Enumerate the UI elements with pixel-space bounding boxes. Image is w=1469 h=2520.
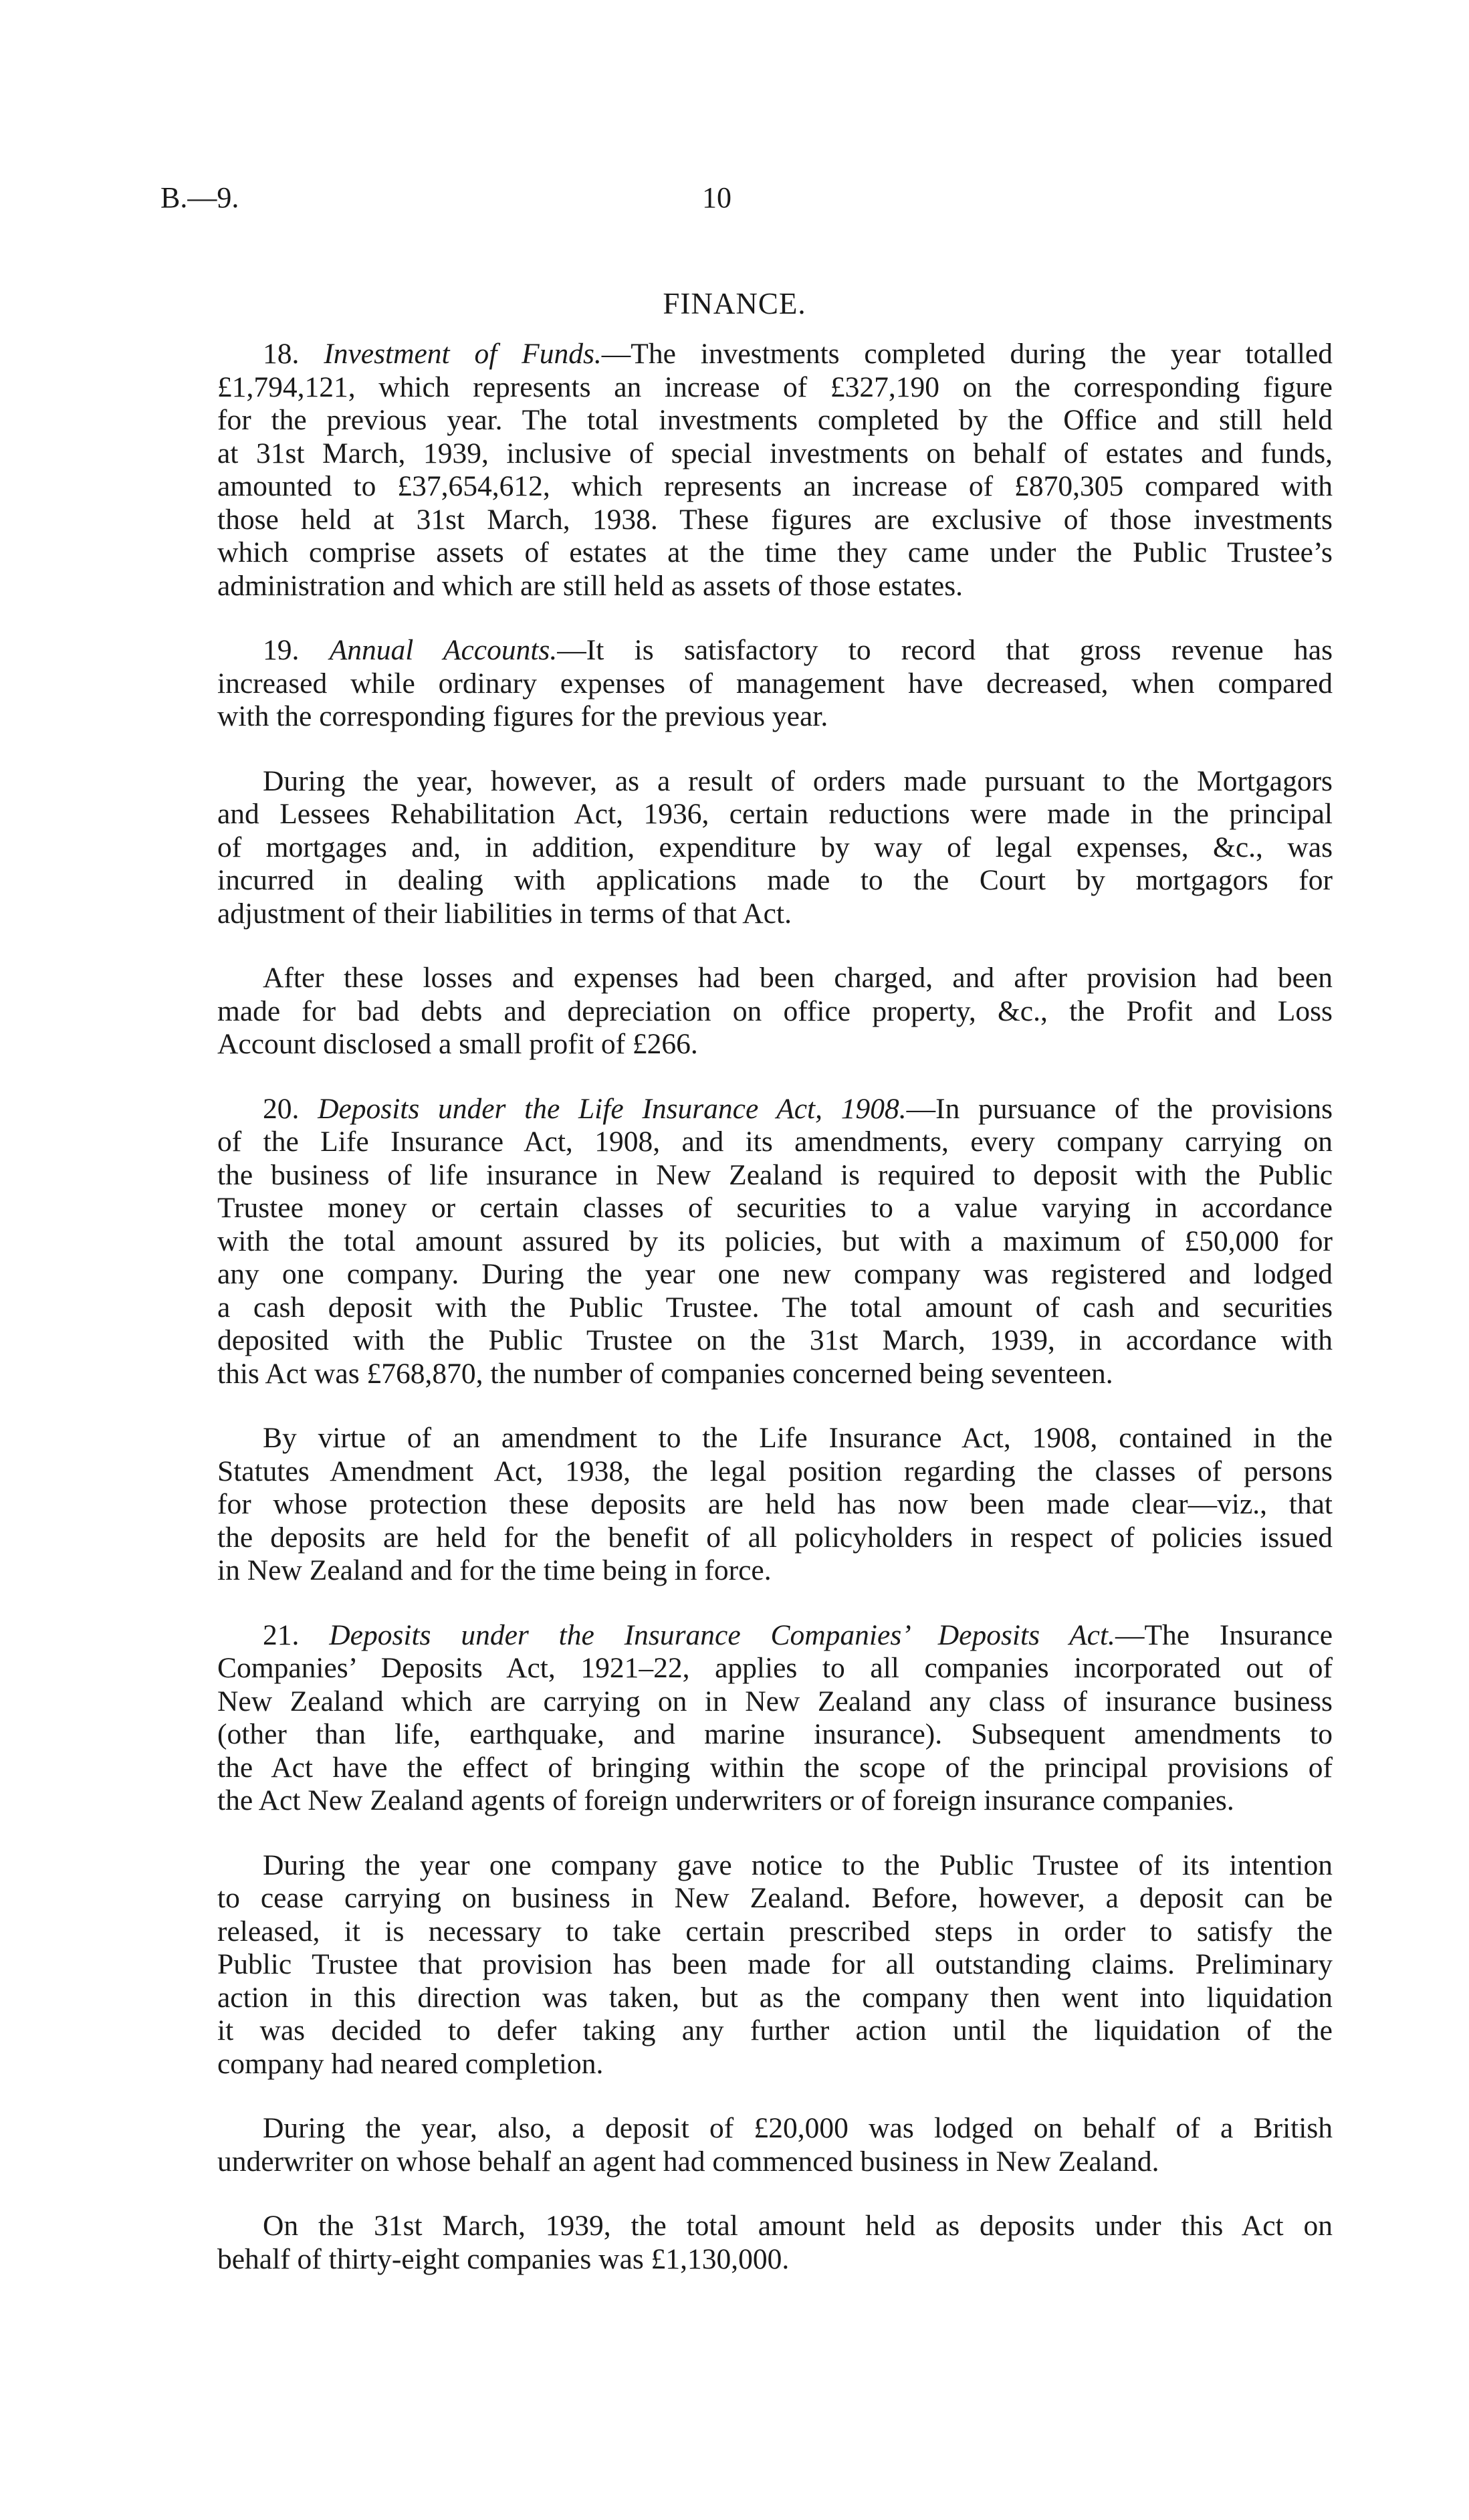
line-text: the deposits are held for the benefit of all policyholders in respect of policies issued: [217, 1521, 1333, 1554]
text-line: [217, 2048, 1333, 2081]
text-line: [217, 898, 1333, 931]
paragraph: [217, 634, 1333, 734]
line-text: amounted to £37,654,612, which represents an increase of £870,305 compared with: [217, 470, 1333, 502]
paragraph: [217, 1093, 1333, 1391]
line-text: behalf of thirty-eight companies was £1,130,000.: [217, 2242, 790, 2275]
text-line: [217, 437, 1333, 471]
line-text: Companies’ Deposits Act, 1921–22, applies to all companies incorporated out of: [217, 1652, 1333, 1684]
line-text: underwriter on whose behalf an agent had commenced business in New Zealand.: [217, 2145, 1159, 2178]
paragraph-number: 21.: [263, 1618, 330, 1651]
text-line: [217, 404, 1333, 437]
line-text: made for bad debts and depreciation on office property, &c., the Profit and Loss: [217, 994, 1333, 1027]
paragraph-heading: Deposits under the Life Insurance Act, 1908.: [318, 1092, 907, 1125]
line-text: a cash deposit with the Public Trustee. The total amount of cash and securities: [217, 1291, 1333, 1324]
body-text: [217, 338, 1333, 2307]
line-text: During the year one company gave notice to the Public Trustee of its intention: [263, 1849, 1333, 1881]
line-text: During the year, also, a deposit of £20,000 was lodged on behalf of a British: [263, 2112, 1333, 2144]
line-text: New Zealand which are carrying on in New Zealand any class of insurance business: [217, 1685, 1333, 1717]
paragraph-number: 18.: [263, 338, 324, 370]
line-text: By virtue of an amendment to the Life Insurance Act, 1908, contained in the: [263, 1422, 1333, 1454]
line-text: action in this direction was taken, but as the company then went into liquidation: [217, 1981, 1333, 2014]
line-text: Statutes Amendment Act, 1938, the legal position regarding the classes of persons: [217, 1455, 1333, 1487]
text-line: [217, 1258, 1333, 1291]
line-text: in New Zealand and for the time being in force.: [217, 1554, 772, 1586]
page-header: [0, 181, 1469, 221]
line-text: On the 31st March, 1939, the total amount held as deposits under this Act on: [263, 2210, 1333, 2242]
line-text: administration and which are still held as assets of those estates.: [217, 569, 964, 602]
text-line: [217, 667, 1333, 701]
line-text: released, it is necessary to take certain prescribed steps in order to satisfy the: [217, 1915, 1333, 1948]
paragraph-number: 19.: [263, 634, 330, 666]
line-text: which comprise assets of estates at the time they came under the Public Trustee’s: [217, 536, 1333, 568]
text-line: [217, 2112, 1333, 2145]
text-line: [217, 1521, 1333, 1555]
line-text: company had neared completion.: [217, 2047, 604, 2080]
line-text: of the Life Insurance Act, 1908, and its amendments, every company carrying on: [217, 1126, 1333, 1158]
text-line: [217, 765, 1333, 799]
text-line: [217, 570, 1333, 603]
line-text: Account disclosed a small profit of £266.: [217, 1028, 698, 1060]
text-line: [217, 1718, 1333, 1752]
text-line: [217, 798, 1333, 831]
text-line: [217, 1554, 1333, 1588]
text-line: [217, 1225, 1333, 1259]
text-line: [217, 536, 1333, 570]
text-line: [217, 1849, 1333, 1883]
text-line: [217, 831, 1333, 865]
paragraph: [217, 2112, 1333, 2178]
line-text: After these losses and expenses had been charged, and after provision had been: [263, 962, 1333, 994]
text-line: [217, 1948, 1333, 1982]
text-line: [217, 338, 1333, 371]
text-line: [217, 2014, 1333, 2048]
paragraph: [217, 765, 1333, 931]
line-text: incurred in dealing with applications made to the Court by mortgagors for: [217, 864, 1333, 896]
text-line: [217, 1652, 1333, 1685]
line-text: (other than life, earthquake, and marine insurance). Subsequent amendments to: [217, 1718, 1333, 1750]
line-text: the Act New Zealand agents of foreign underwriters or of foreign insurance companies.: [217, 1784, 1234, 1816]
text-line: [217, 2145, 1333, 2179]
text-line: [217, 995, 1333, 1029]
text-line: [217, 962, 1333, 995]
paragraph: [217, 1619, 1333, 1818]
line-text: with the corresponding figures for the previous year.: [217, 700, 828, 732]
text-line: [217, 1752, 1333, 1785]
line-text: it was decided to defer taking any further action until the liquidation of the: [217, 2014, 1333, 2046]
line-text: —It is satisfactory to record that gross revenue has: [557, 634, 1333, 666]
line-text: this Act was £768,870, the number of companies concerned being seventeen.: [217, 1357, 1113, 1390]
text-line: [217, 864, 1333, 898]
text-line: [217, 2243, 1333, 2277]
paragraph: [217, 338, 1333, 603]
text-line: [217, 504, 1333, 537]
line-text: any one company. During the year one new company was registered and lodged: [217, 1258, 1333, 1290]
line-text: £1,794,121, which represents an increase of £327,190 on the corresponding figure: [217, 371, 1333, 403]
document-reference: B.—9.: [160, 181, 239, 214]
line-text: adjustment of their liabilities in terms of that Act.: [217, 897, 792, 930]
line-text: increased while ordinary expenses of management have decreased, when compared: [217, 667, 1333, 700]
line-text: deposited with the Public Trustee on the 31st March, 1939, in accordance with: [217, 1324, 1333, 1356]
line-text: for the previous year. The total investments completed by the Office and still held: [217, 404, 1333, 436]
text-line: [217, 1784, 1333, 1818]
text-line: [217, 1291, 1333, 1325]
section-title: FINANCE.: [663, 287, 806, 320]
line-text: —The Insurance: [1115, 1618, 1333, 1651]
page-number: 10: [702, 181, 731, 214]
text-line: [217, 1126, 1333, 1159]
text-line: [217, 1192, 1333, 1225]
line-text: at 31st March, 1939, inclusive of special investments on behalf of estates and funds,: [217, 437, 1333, 469]
line-text: those held at 31st March, 1938. These figures are exclusive of those investments: [217, 503, 1333, 536]
text-line: [217, 1915, 1333, 1949]
line-text: —In pursuance of the provisions: [906, 1092, 1333, 1125]
text-line: [217, 1093, 1333, 1126]
text-line: [217, 1488, 1333, 1521]
paragraph-heading: Annual Accounts.: [329, 634, 558, 666]
text-line: [217, 1982, 1333, 2015]
line-text: the Act have the effect of bringing within the scope of the principal provisions of: [217, 1751, 1333, 1784]
paragraph: [217, 2210, 1333, 2276]
line-text: to cease carrying on business in New Zealand. Before, however, a deposit can be: [217, 1882, 1333, 1914]
line-text: with the total amount assured by its policies, but with a maximum of £50,000 for: [217, 1225, 1333, 1257]
line-text: and Lessees Rehabilitation Act, 1936, certain reductions were made in the principal: [217, 798, 1333, 830]
text-line: [217, 1159, 1333, 1192]
line-text: Public Trustee that provision has been made for all outstanding claims. Preliminary: [217, 1948, 1333, 1980]
text-line: [217, 1619, 1333, 1653]
paragraph-heading: Investment of Funds.: [324, 338, 602, 370]
paragraph: [217, 962, 1333, 1061]
text-line: [217, 470, 1333, 504]
text-line: [217, 371, 1333, 405]
paragraph-heading: Deposits under the Insurance Companies’ Deposits Act.: [329, 1618, 1115, 1651]
text-line: [217, 1324, 1333, 1358]
text-line: [217, 700, 1333, 734]
paragraph-number: 20.: [263, 1092, 318, 1125]
text-line: [217, 2210, 1333, 2243]
text-line: [217, 1422, 1333, 1455]
line-text: for whose protection these deposits are held has now been made clear—viz., that: [217, 1488, 1333, 1520]
paragraph: [217, 1422, 1333, 1588]
line-text: —The investments completed during the year totalled: [601, 338, 1333, 370]
line-text: Trustee money or certain classes of securities to a value varying in accordance: [217, 1192, 1333, 1224]
text-line: [217, 634, 1333, 667]
line-text: of mortgages and, in addition, expenditure by way of legal expenses, &c., was: [217, 831, 1333, 863]
paragraph: [217, 1849, 1333, 2081]
text-line: [217, 1882, 1333, 1915]
line-text: During the year, however, as a result of orders made pursuant to the Mortgagors: [263, 764, 1333, 797]
text-line: [217, 1455, 1333, 1489]
text-line: [217, 1685, 1333, 1719]
text-line: [217, 1028, 1333, 1061]
text-line: [217, 1358, 1333, 1391]
line-text: the business of life insurance in New Zealand is required to deposit with the Public: [217, 1158, 1333, 1191]
